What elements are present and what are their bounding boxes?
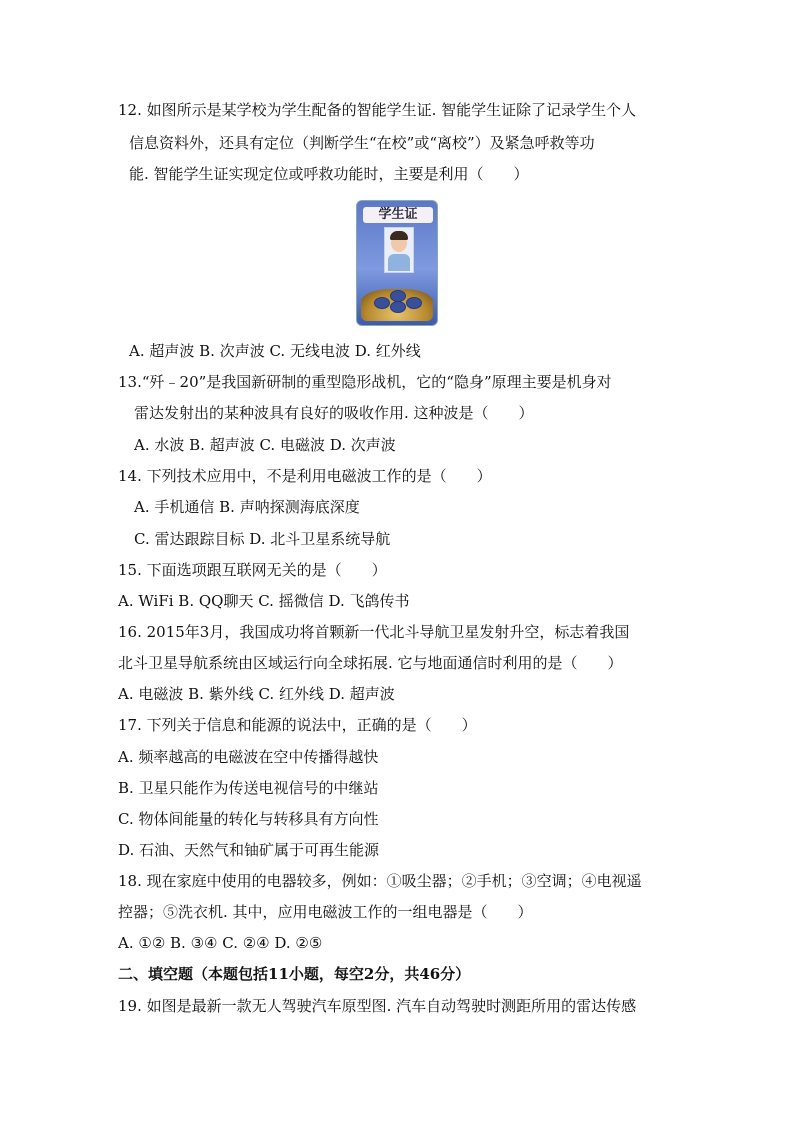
q14-options-cd: C. 雷达跟踪目标 D. 北斗卫星系统导航 xyxy=(134,530,391,548)
q17-option-d: D. 石油、天然气和铀矿属于可再生能源 xyxy=(118,841,380,859)
q17-option-a: A. 频率越高的电磁波在空中传播得越快 xyxy=(118,748,379,766)
q15-options: A. WiFi B. QQ聊天 C. 摇微信 D. 飞鸽传书 xyxy=(118,592,410,610)
q16-line-2: 北斗卫星导航系统由区域运行向全球拓展. 它与地面通信时利用的是（ ） xyxy=(118,654,623,672)
q13-options: A. 水波 B. 超声波 C. 电磁波 D. 次声波 xyxy=(134,436,396,454)
q18-options: A. ①② B. ③④ C. ②④ D. ②⑤ xyxy=(118,934,323,952)
q14-line-1: 14. 下列技术应用中，不是利用电磁波工作的是（ ） xyxy=(118,467,492,485)
q13-line-1: 13.“歼﹣20”是我国新研制的重型隐形战机，它的“隐身”原理主要是机身对 xyxy=(118,373,612,391)
q15-line-1: 15. 下面选项跟互联网无关的是（ ） xyxy=(118,561,387,579)
student-card-figure xyxy=(356,200,438,326)
device-button-icon xyxy=(374,297,390,309)
q17-option-c: C. 物体间能量的转化与转移具有方向性 xyxy=(118,810,379,828)
q12-line-1: 12. 如图所示是某学校为学生配备的智能学生证. 智能学生证除了记录学生个人 xyxy=(118,101,637,119)
q12-options: A. 超声波 B. 次声波 C. 无线电波 D. 红外线 xyxy=(129,342,421,360)
q17-line-1: 17. 下列关于信息和能源的说法中，正确的是（ ） xyxy=(118,716,477,734)
q18-line-1: 18. 现在家庭中使用的电器较多，例如：①吸尘器；②手机；③空调；④电视遥 xyxy=(118,872,642,890)
sos-button-icon xyxy=(390,301,406,313)
section-heading-fill-in: 二、填空题（本题包括11小题，每空2分，共46分） xyxy=(118,965,471,983)
q12-line-2: 信息资料外，还具有定位（判断学生“在校”或“离校”）及紧急呼救等功 xyxy=(129,134,595,152)
q13-line-2: 雷达发射出的某种波具有良好的吸收作用. 这种波是（ ） xyxy=(134,404,534,422)
student-photo xyxy=(384,227,414,273)
q19-line-1: 19. 如图是最新一款无人驾驶汽车原型图. 汽车自动驾驶时测距所用的雷达传感 xyxy=(118,997,637,1015)
q14-options-ab: A. 手机通信 B. 声呐探测海底深度 xyxy=(134,498,360,516)
q12-line-3: 能. 智能学生证实现定位或呼救功能时，主要是利用（ ） xyxy=(129,165,529,183)
student-card-title: 学生证 xyxy=(363,207,433,223)
device-button-icon xyxy=(390,290,406,302)
q16-line-1: 16. 2015年3月，我国成功将首颗新一代北斗导航卫星发射升空，标志着我国 xyxy=(118,623,630,641)
card-device-base xyxy=(361,289,433,321)
device-button-icon xyxy=(406,297,422,309)
q16-options: A. 电磁波 B. 紫外线 C. 红外线 D. 超声波 xyxy=(118,685,395,703)
q18-line-2: 控器；⑤洗衣机. 其中，应用电磁波工作的一组电器是（ ） xyxy=(118,903,533,921)
q17-option-b: B. 卫星只能作为传送电视信号的中继站 xyxy=(118,779,379,797)
